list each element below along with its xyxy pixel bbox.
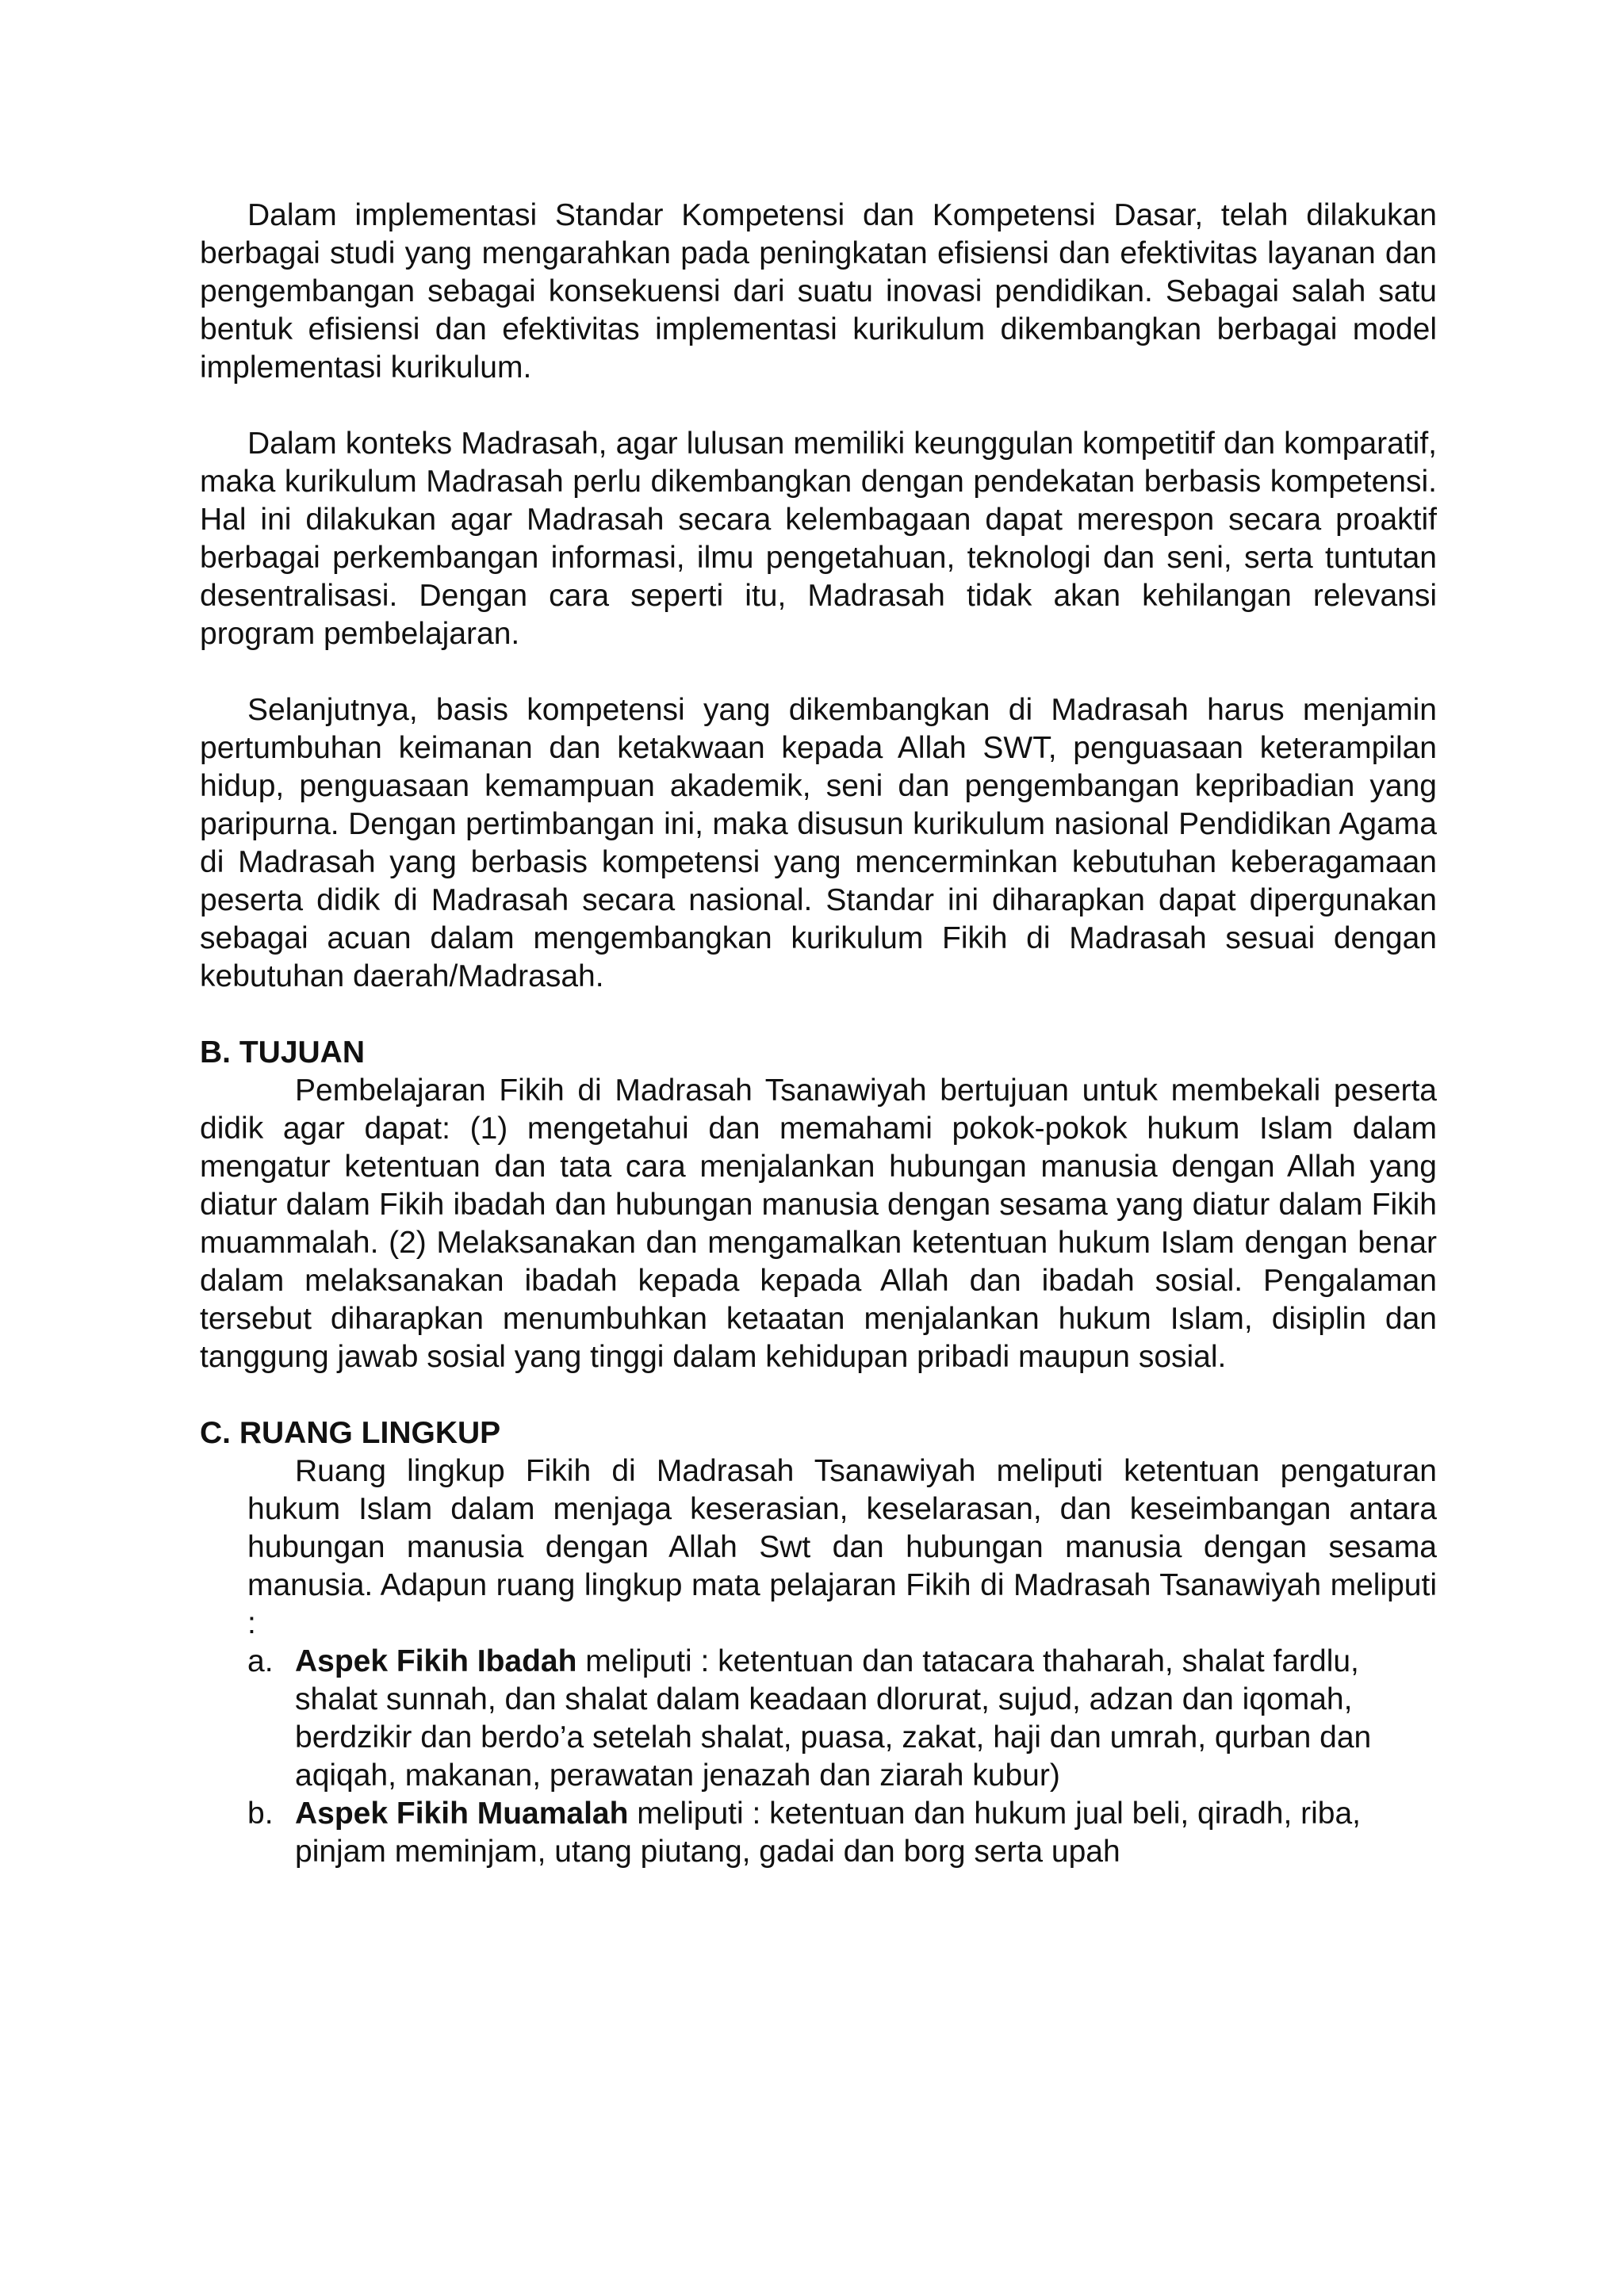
document-page bbox=[200, 197, 1437, 1871]
paragraph-implementasi: Dalam implementasi Standar Kompetensi dan Kompetensi Dasar, telah dilakukan berbagai studi yang mengarahkan pada peningkatan efisiensi dan efektivitas layanan dan pengembangan sebagai konsekuensi dari suatu inovasi pendidikan. Sebagai salah satu bentuk efisiensi dan efektivitas implementasi kurikulum dikembangkan berbagai model implementasi kurikulum. bbox=[200, 198, 1437, 385]
paragraph-konteks-madrasah: Dalam konteks Madrasah, agar lulusan memiliki keunggulan kompetitif dan komparatif, maka kurikulum Madrasah perlu dikembangkan dengan pendekatan berbasis kompetensi. Hal ini dilakukan agar Madrasah secara kelembagaan dapat merespon secara proaktif berbagai perkembangan informasi, ilmu pengetahuan, teknologi dan seni, serta tuntutan desentralisasi. Dengan cara seperti itu, Madrasah tidak akan kehilangan relevansi program pembelajaran. bbox=[200, 427, 1437, 651]
section-heading-tujuan: B. TUJUAN bbox=[200, 1035, 366, 1070]
aspect-text: meliputi : ketentuan dan tatacara thaharah, shalat fardlu, shalat sunnah, dan shalat dalam keadaan dlorurat, sujud, adzan dan iqomah, berdzikir dan berdo’a setelah shalat, puasa, zakat, haji dan umrah, qurban dan aqiqah, makanan, perawatan jenazah dan ziarah kubur) bbox=[295, 1644, 1372, 1793]
paragraph-basis-kompetensi: Selanjutnya, basis kompetensi yang dikembangkan di Madrasah harus menjamin pertumbuhan keimanan dan ketakwaan kepada Allah SWT, penguasaan keterampilan hidup, penguasaan kemampuan akademik, seni dan pengembangan kepribadian yang paripurna. Dengan pertimbangan ini, maka disusun kurikulum nasional Pendidikan Agama di Madrasah yang berbasis kompetensi yang mencerminkan kebutuhan keberagamaan peserta didik di Madrasah secara nasional. Standar ini diharapkan dapat dipergunakan sebagai acuan dalam mengembangkan kurikulum Fikih di Madrasah sesuai dengan kebutuhan daerah/Madrasah. bbox=[200, 693, 1437, 993]
section-ruang-lingkup bbox=[200, 1414, 1437, 1871]
aspect-list bbox=[200, 1643, 1437, 1871]
section-heading-ruang-lingkup: C. RUANG LINGKUP bbox=[200, 1416, 501, 1450]
list-marker: a. bbox=[247, 1644, 274, 1678]
aspect-title: Aspek Fikih Ibadah bbox=[295, 1644, 577, 1678]
list-item bbox=[200, 1795, 1381, 1871]
aspect-text: meliputi : ketentuan dan hukum jual beli, qiradh, riba, pinjam meminjam, utang piutang, gadai dan borg serta upah bbox=[295, 1797, 1361, 1869]
ruang-lingkup-intro: Ruang lingkup Fikih di Madrasah Tsanawiyah meliputi ketentuan pengaturan hukum Islam dalam menjaga keserasian, keselarasan, dan keseimbangan antara hubungan manusia dengan Allah Swt dan hubungan manusia dengan sesama manusia. Adapun ruang lingkup mata pelajaran Fikih di Madrasah Tsanawiyah meliputi : bbox=[247, 1454, 1437, 1640]
tujuan-body: Pembelajaran Fikih di Madrasah Tsanawiyah bertujuan untuk membekali peserta didik agar dapat: (1) mengetahui dan memahami pokok-pokok hukum Islam dalam mengatur ketentuan dan tata cara menjalankan hubungan manusia dengan Allah yang diatur dalam Fikih ibadah dan hubungan manusia dengan sesama yang diatur dalam Fikih muammalah. (2) Melaksanakan dan mengamalkan ketentuan hukum Islam dengan benar dalam melaksanakan ibadah kepada kepada Allah dan ibadah sosial. Pengalaman tersebut diharapkan menumbuhkan ketaatan menjalankan hukum Islam, disiplin dan tanggung jawab sosial yang tinggi dalam kehidupan pribadi maupun sosial. bbox=[200, 1073, 1437, 1374]
section-tujuan bbox=[200, 1034, 1437, 1376]
list-item bbox=[200, 1643, 1381, 1795]
list-marker: b. bbox=[247, 1797, 274, 1831]
aspect-title: Aspek Fikih Muamalah bbox=[295, 1797, 629, 1831]
